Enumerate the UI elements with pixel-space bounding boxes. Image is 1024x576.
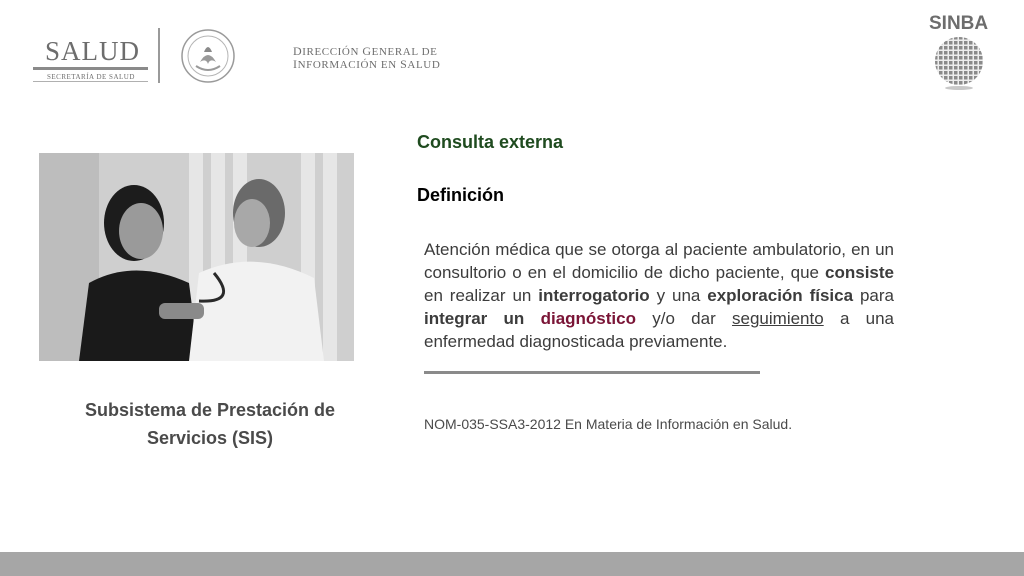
sis-title-line-2: Servicios (SIS) (146, 428, 274, 448)
definition-underlined: seguimiento (732, 309, 824, 328)
definition-text: a una (823, 309, 895, 328)
sis-title-line-1: Subsistema de Prestación de (84, 400, 336, 420)
section-heading: Definición (417, 185, 505, 205)
definition-text: en realizar un (424, 286, 539, 305)
definition-bold: integrar un (424, 309, 525, 328)
mexico-seal-icon (180, 28, 236, 84)
page-title: Consulta externa (417, 132, 564, 152)
definition-text: y/o dar (636, 309, 733, 328)
dgis-initial: D (293, 44, 303, 58)
dgis-line-1 (293, 45, 440, 58)
header-separator (158, 28, 160, 83)
doctor-patient-photo (39, 153, 354, 361)
dgis-line-2 (293, 58, 440, 71)
salud-logo-rule (33, 67, 148, 70)
definition-bold: consiste (825, 263, 894, 282)
dgis-text: ALUD (407, 59, 441, 71)
salud-logo (33, 36, 148, 82)
dgis-text: NFORMACIÓN EN (297, 59, 401, 71)
dgis-logo-text (293, 45, 440, 71)
definition-text (524, 309, 540, 328)
sinba-globe-icon (934, 36, 984, 90)
definition-text: para (853, 286, 894, 305)
dgis-text: IRECCIÓN (302, 46, 363, 58)
salud-logo-subrule (33, 81, 148, 82)
dgis-initial: G (362, 44, 372, 58)
definition-text: . (722, 332, 728, 351)
reference-text: NOM-035-SSA3-2012 En Materia de Información en Salud. (424, 416, 793, 432)
dgis-text: ENERAL DE (371, 46, 438, 58)
dgis-initial: S (400, 57, 408, 71)
definition-text: Atención médica que se otorga al paciente ambulatorio, en un consultorio o en el domicilio de dicho paciente, que (424, 240, 894, 282)
definition-bold: exploración física (707, 286, 854, 305)
salud-logo-subtitle: SECRETARÍA DE SALUD (47, 73, 135, 81)
definition-highlight: diagnóstico (540, 309, 636, 328)
definition-text: y una (649, 286, 708, 305)
sis-title (40, 396, 380, 452)
dgis-initial: I (293, 57, 298, 71)
definition-bold: interrogatorio (538, 286, 650, 305)
definition-paragraph (424, 238, 894, 353)
sinba-logo-word: SINBA (929, 13, 989, 34)
footer-bar (0, 552, 1024, 576)
definition-emphasis: enfermedad diagnosticada previamente (424, 332, 723, 351)
emphasis-underline (424, 371, 760, 374)
salud-logo-word: SALUD (45, 36, 141, 66)
